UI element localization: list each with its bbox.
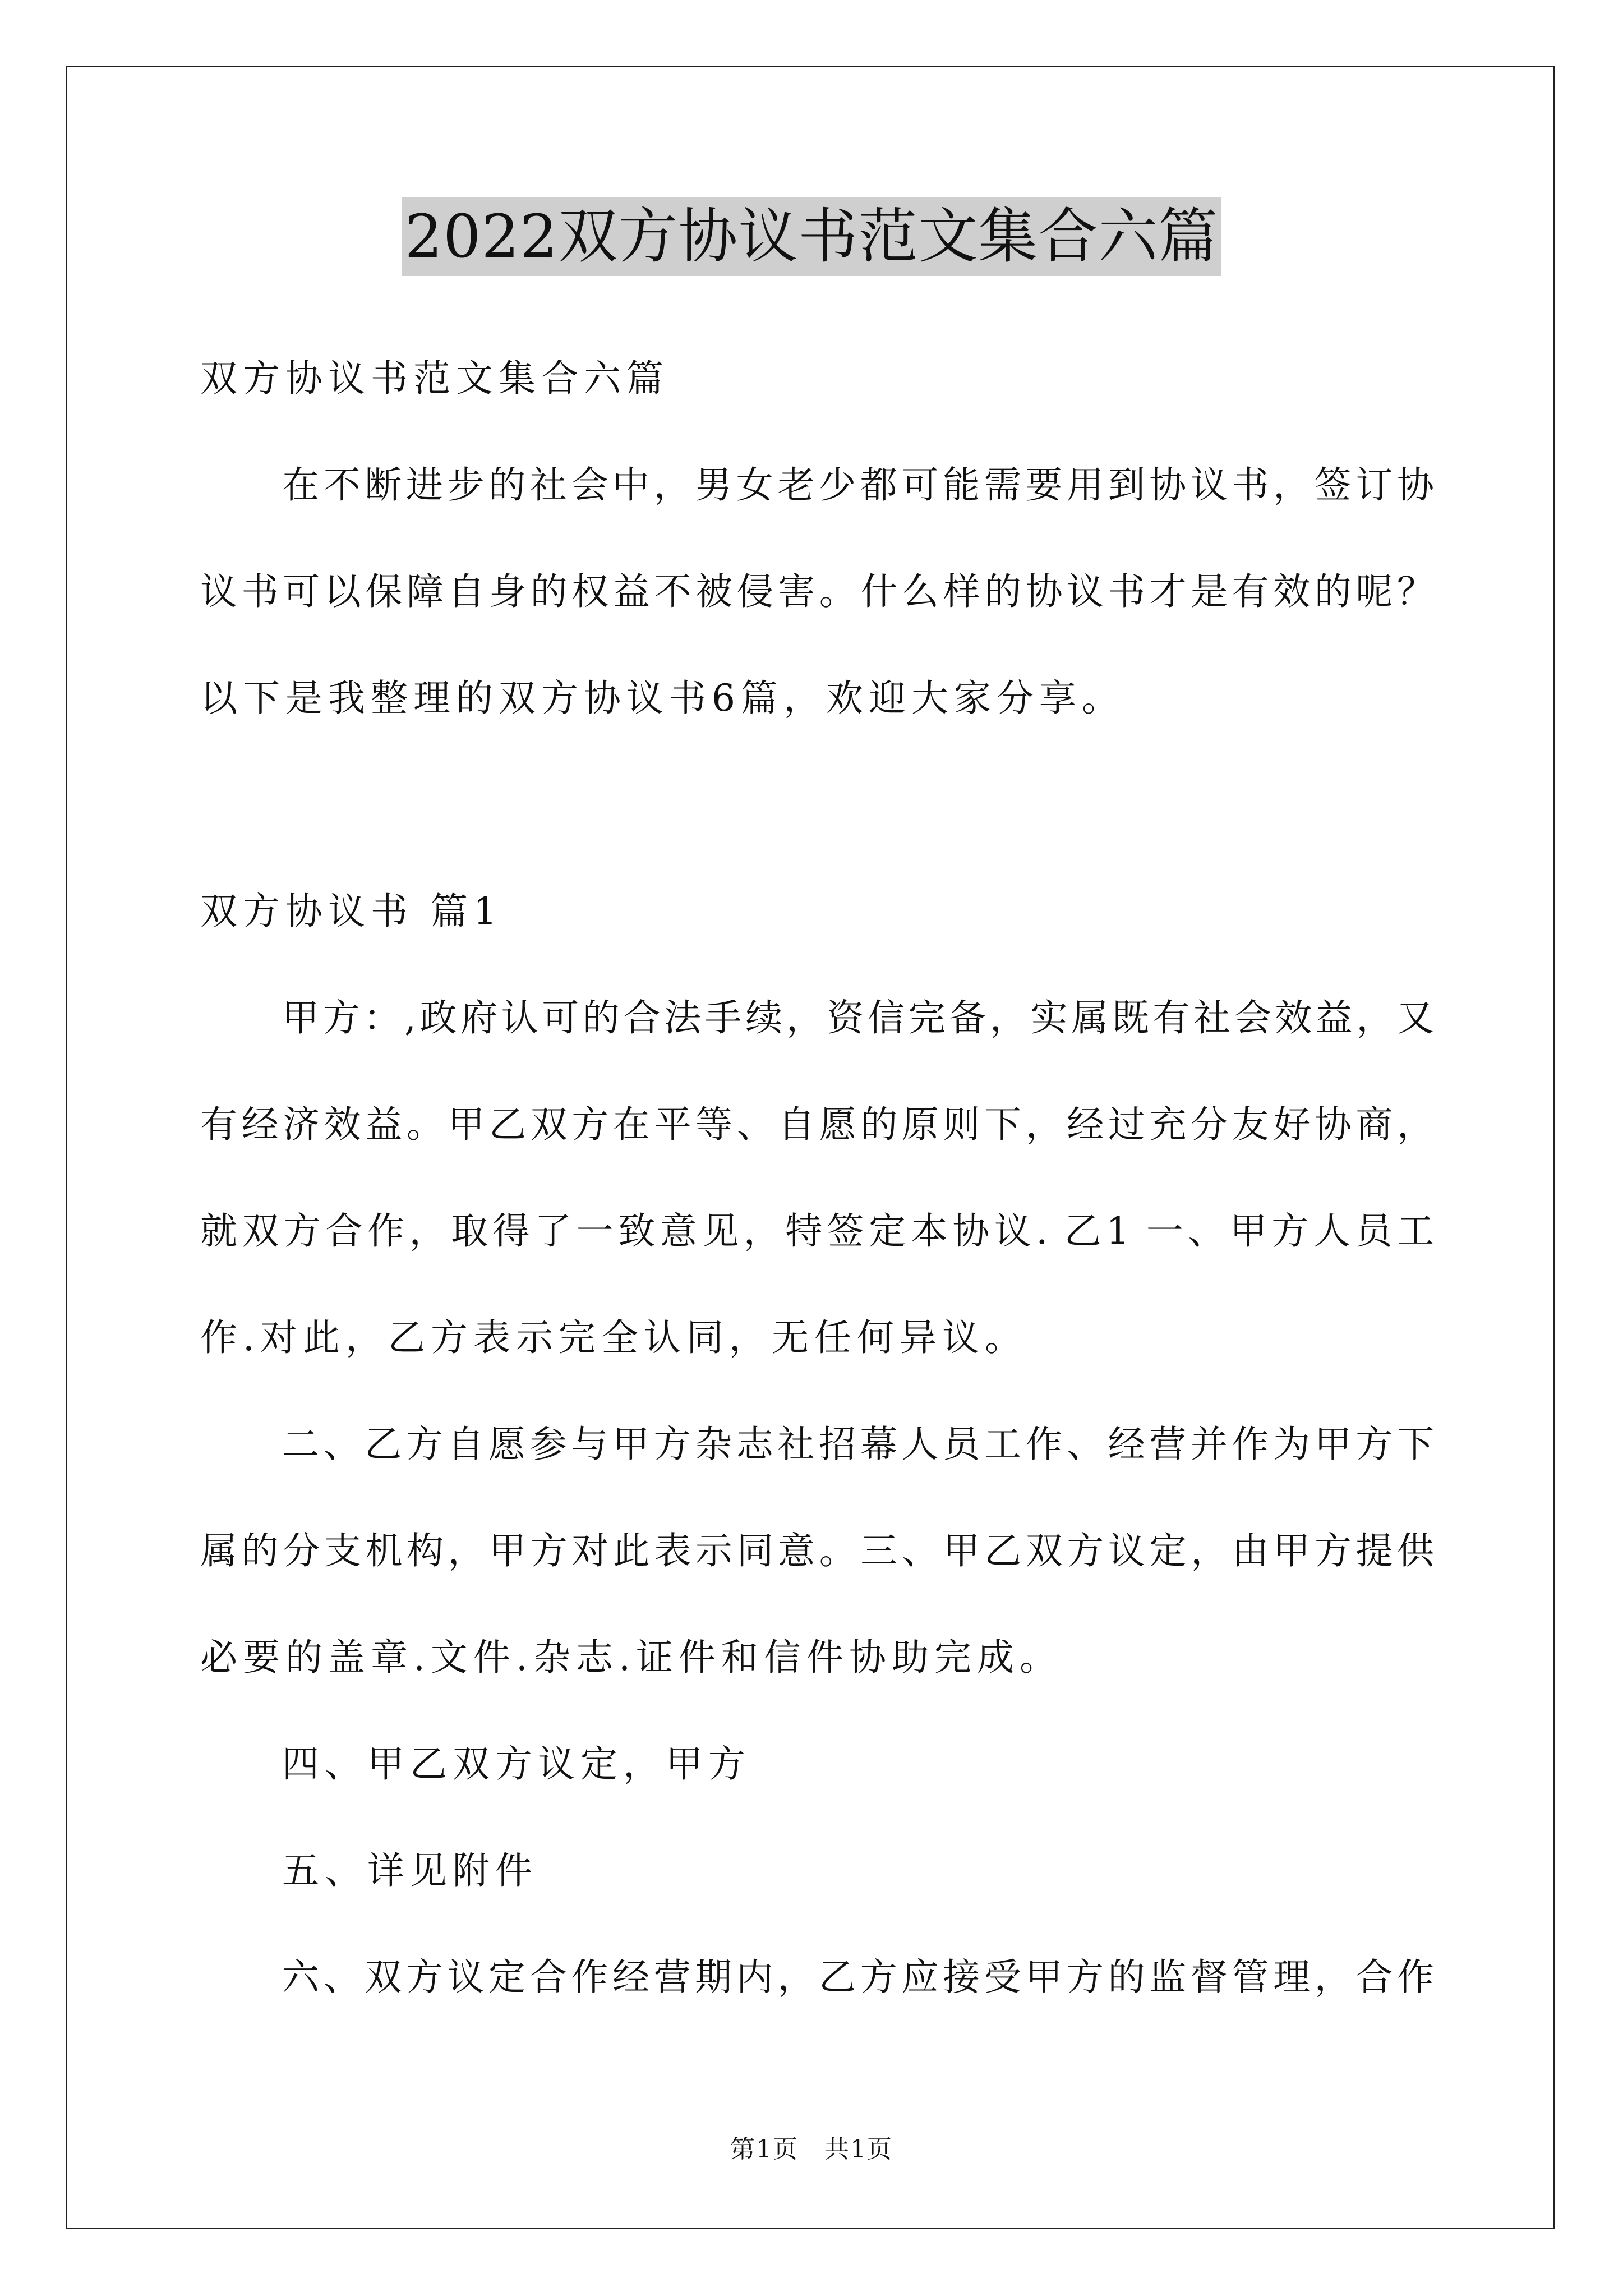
intro-line-3: 以下是我整理的双方协议书6篇，欢迎大家分享。 — [200, 677, 1124, 720]
para5-line: 六、双方议定合作经营期内，乙方应接受甲方的监督管理，合作 — [282, 1955, 1434, 1999]
document-subtitle: 双方协议书范文集合六篇 — [200, 357, 669, 400]
para1-line-3: 就双方合作，取得了一致意见，特签定本协议. 乙1 一、甲方人员工 — [200, 1209, 1434, 1253]
section-heading: 双方协议书 篇1 — [200, 890, 502, 933]
para4-line: 五、详见附件 — [282, 1849, 538, 1892]
para1-line-4: 作.对此，乙方表示完全认同，无任何异议。 — [200, 1316, 1027, 1359]
intro-line-2: 议书可以保障自身的权益不被侵害。什么样的协议书才是有效的呢？ — [200, 570, 1434, 613]
intro-line-1: 在不断进步的社会中，男女老少都可能需要用到协议书，签订协 — [282, 463, 1434, 507]
para2-line-2: 属的分支机构，甲方对此表示同意。三、甲乙双方议定，由甲方提供 — [200, 1529, 1434, 1572]
document-title: 2022双方协议书范文集合六篇 — [402, 197, 1222, 276]
para2-line-1: 二、乙方自愿参与甲方杂志社招幕人员工作、经营并作为甲方下 — [282, 1423, 1434, 1466]
para3-line: 四、甲乙双方议定，甲方 — [282, 1742, 751, 1786]
page-footer: 第1页 共1页 — [730, 2135, 893, 2164]
title-container — [0, 197, 1623, 276]
para2-line-3: 必要的盖章.文件.杂志.证件和信件协助完成。 — [200, 1636, 1062, 1679]
para1-line-2: 有经济效益。甲乙双方在平等、自愿的原则下，经过充分友好协商， — [200, 1103, 1434, 1146]
para1-line-1: 甲方：,政府认可的合法手续，资信完备，实属既有社会效益，又 — [282, 996, 1434, 1039]
